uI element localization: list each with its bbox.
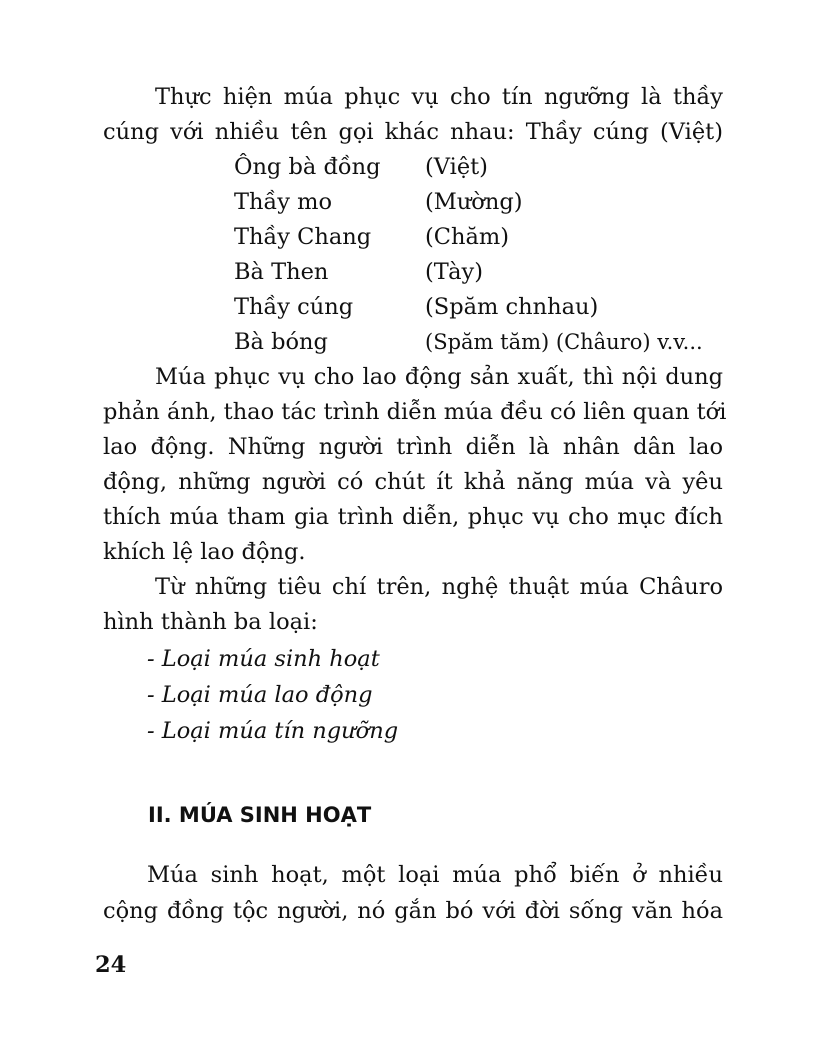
dance-type-item: - Loại múa lao động	[147, 682, 373, 708]
dance-type-item: - Loại múa sinh hoạt	[147, 646, 380, 672]
shaman-group: (Spăm chnhau)	[425, 294, 599, 320]
shaman-name: Thầy mo	[234, 189, 333, 215]
paragraph2-line-3: lao động. Những người trình diễn là nhân dân lao	[103, 434, 723, 460]
shaman-name: Ông bà đồng	[234, 154, 381, 180]
shaman-name: Bà bóng	[234, 329, 328, 355]
page-number: 24	[95, 952, 127, 978]
shaman-group: (Việt)	[425, 154, 488, 180]
shaman-group: (Spăm tăm) (Châuro) v.v...	[425, 330, 703, 354]
paragraph2-line-2: phản ánh, thao tác trình diễn múa đều có liên quan tới	[103, 399, 727, 425]
paragraph2-line-5: thích múa tham gia trình diễn, phục vụ cho mục đích	[103, 504, 723, 530]
paragraph2-line-1: Múa phục vụ cho lao động sản xuất, thì nội dung	[155, 364, 723, 390]
dance-type-item: - Loại múa tín ngưỡng	[147, 718, 399, 744]
shaman-name: Bà Then	[234, 259, 329, 285]
section-heading: II. MÚA SINH HOẠT	[148, 803, 372, 827]
paragraph2-line-4: động, những người có chút ít khả năng múa và yêu	[103, 469, 723, 495]
paragraph4-line-2: cộng đồng tộc người, nó gắn bó với đời sống văn hóa	[103, 898, 723, 924]
shaman-group: (Tày)	[425, 259, 484, 285]
shaman-group: (Chăm)	[425, 224, 510, 250]
shaman-name: Thầy cúng	[234, 294, 354, 320]
paragraph1-line-1: Thực hiện múa phục vụ cho tín ngưỡng là thầy	[155, 84, 723, 110]
shaman-name: Thầy Chang	[234, 224, 372, 250]
shaman-group: (Mường)	[425, 189, 523, 215]
paragraph3-line-2: hình thành ba loại:	[103, 609, 318, 635]
paragraph1-line-2: cúng với nhiều tên gọi khác nhau: Thầy cúng (Việt)	[103, 119, 723, 145]
paragraph3-line-1: Từ những tiêu chí trên, nghệ thuật múa Châuro	[155, 574, 723, 600]
paragraph4-line-1: Múa sinh hoạt, một loại múa phổ biến ở nhiều	[147, 862, 723, 888]
paragraph2-line-6: khích lệ lao động.	[103, 539, 306, 565]
